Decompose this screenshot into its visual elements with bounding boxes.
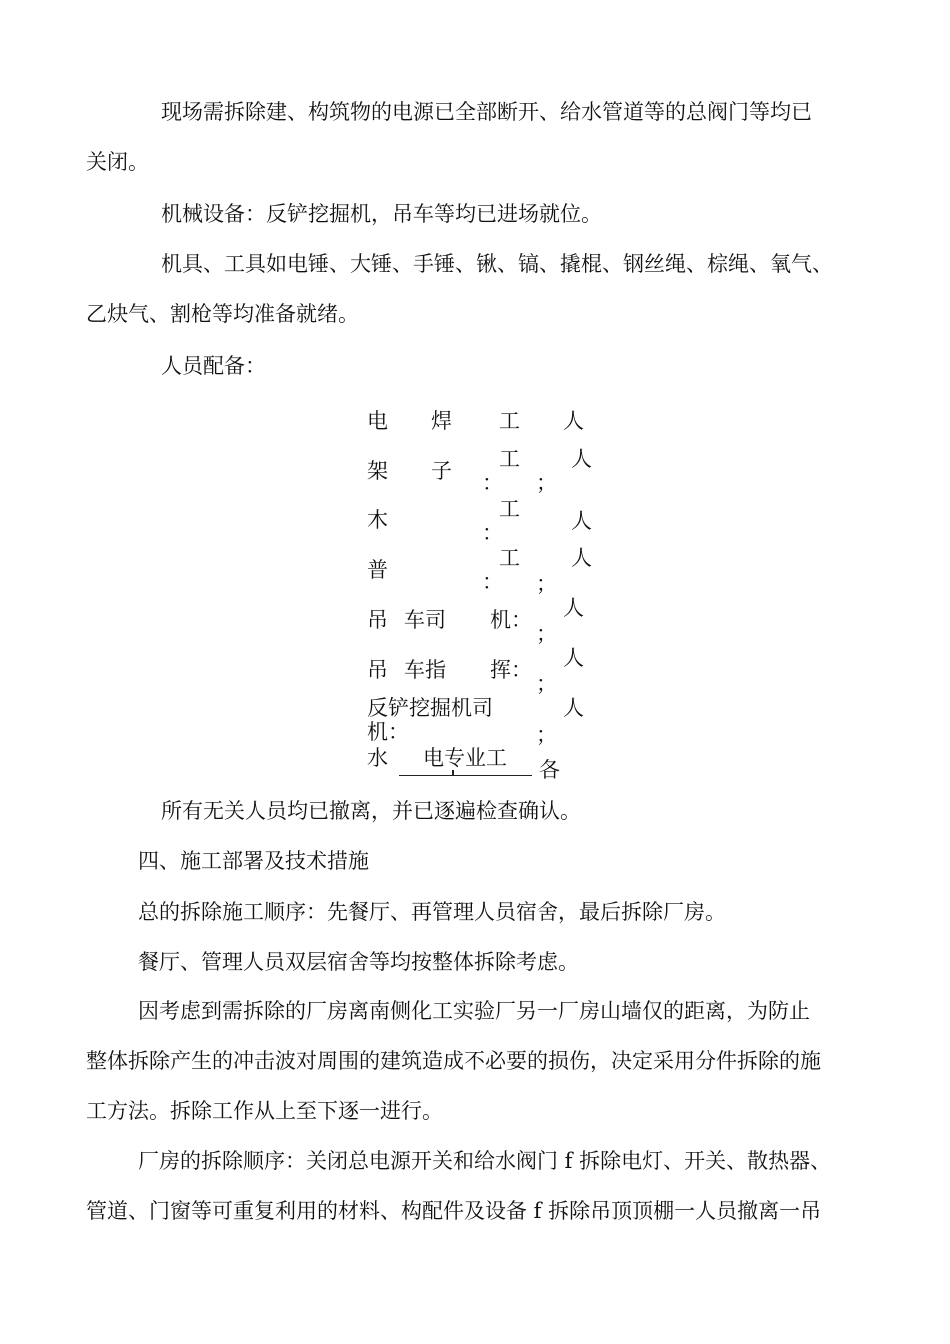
paragraph-line: 人员配备：: [161, 354, 266, 378]
personnel-char: 吊: [367, 658, 388, 682]
personnel-char: 人: [571, 546, 592, 570]
personnel-char: 水: [367, 746, 388, 770]
paragraph-line: 餐厅、管理人员双层宿舍等均按整体拆除考虑。: [138, 950, 579, 974]
personnel-char: 人: [563, 696, 584, 720]
paragraph-line: 所有无关人员均已撤离，并已逐遍检查确认。: [161, 799, 581, 823]
personnel-char: 工: [499, 497, 520, 521]
paragraph-line: 机具、工具如电锤、大锤、手锤、锹、镐、撬棍、钢丝绳、棕绳、氧气、: [161, 252, 833, 276]
personnel-colon: ：: [482, 521, 503, 545]
paragraph-line: 乙炔气、割枪等均准备就绪。: [86, 302, 359, 326]
personnel-char: 工: [499, 447, 520, 471]
personnel-char: 电专业工: [423, 746, 507, 770]
personnel-char: 人: [563, 646, 584, 670]
personnel-char: 人: [571, 509, 592, 533]
paragraph-line: 总的拆除施工顺序：先餐厅、再管理人员宿舍，最后拆除厂房。: [138, 900, 726, 924]
section-heading: 四、施工部署及技术措施: [138, 849, 369, 873]
personnel-semicolon: ；: [536, 471, 557, 495]
personnel-char: 车指: [404, 658, 446, 682]
personnel-char: 木: [367, 508, 388, 532]
personnel-semicolon: ；: [536, 622, 557, 646]
paragraph-line: 管道、门窗等可重复利用的材料、构配件及设备 f 拆除吊顶顶棚一人员撤离一吊: [86, 1199, 822, 1223]
personnel-char: 反铲挖掘机司: [367, 696, 493, 720]
personnel-char: 吊: [367, 608, 388, 632]
personnel-char: 焊: [431, 409, 452, 433]
paragraph-line: 工方法。拆除工作从上至下逐一进行。: [86, 1099, 443, 1123]
personnel-char: 车司: [404, 608, 446, 632]
personnel-char: 挥：: [490, 658, 532, 682]
personnel-char: 子: [431, 459, 452, 483]
personnel-char: 人: [563, 409, 584, 433]
personnel-char: 机：: [490, 608, 532, 632]
blank-underline: [399, 775, 532, 776]
paragraph-line: 机械设备：反铲挖掘机，吊车等均已进场就位。: [161, 202, 602, 226]
personnel-semicolon: ；: [536, 672, 557, 696]
underline-tick: [452, 770, 454, 776]
personnel-char: 普: [367, 558, 388, 582]
personnel-char: 人: [571, 447, 592, 471]
personnel-colon: ：: [482, 471, 503, 495]
personnel-colon: ：: [482, 570, 503, 594]
paragraph-line: 关闭。: [86, 150, 149, 174]
personnel-char: 机：: [367, 720, 409, 744]
paragraph-line: 厂房的拆除顺序：关闭总电源开关和给水阀门 f 拆除电灯、开关、散热器、: [138, 1149, 832, 1173]
personnel-char: 工: [499, 409, 520, 433]
personnel-char: 人: [563, 596, 584, 620]
personnel-char: 架: [367, 459, 388, 483]
paragraph-line: 因考虑到需拆除的厂房离南侧化工实验厂另一厂房山墙仅的距离，为防止: [138, 999, 810, 1023]
personnel-semicolon: ；: [536, 723, 557, 747]
paragraph-line: 现场需拆除建、构筑物的电源已全部断开、给水管道等的总阀门等均已: [161, 100, 812, 124]
personnel-char: 工: [499, 546, 520, 570]
personnel-char: 电: [367, 409, 388, 433]
personnel-char: 各: [539, 758, 560, 782]
personnel-semicolon: ；: [536, 572, 557, 596]
paragraph-line: 整体拆除产生的冲击波对周围的建筑造成不必要的损伤，决定采用分件拆除的施: [86, 1049, 821, 1073]
